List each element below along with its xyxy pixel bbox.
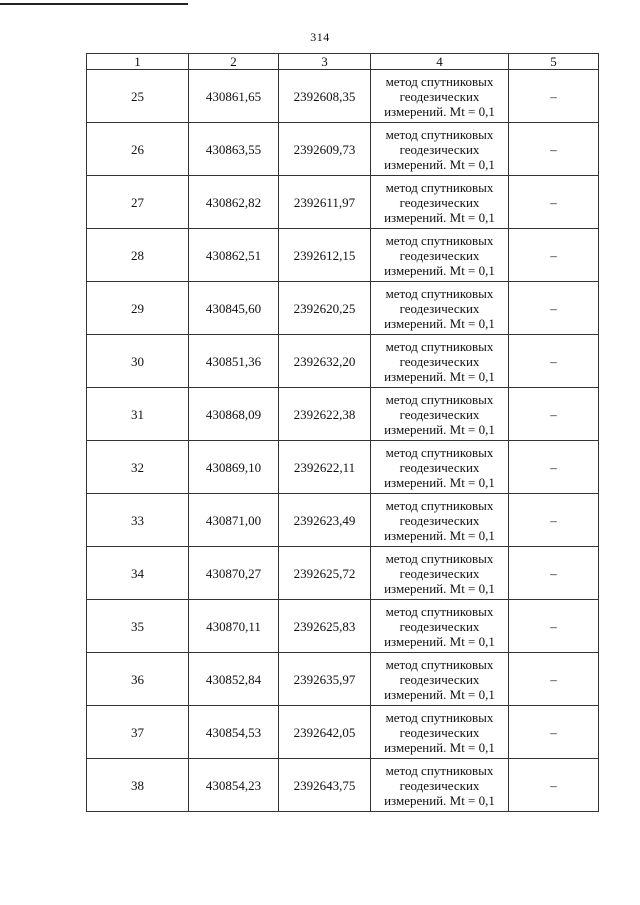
- page-number: 314: [310, 30, 330, 44]
- method-line: метод спутниковых: [385, 550, 494, 566]
- header-cell-1: 1: [87, 54, 189, 70]
- method-cell: [371, 388, 509, 441]
- method-line: геодезических: [399, 247, 480, 263]
- table-row: [87, 70, 599, 123]
- method-line: измерений. Mt = 0,1: [384, 527, 495, 543]
- table-row: [87, 547, 599, 600]
- table-row: [87, 176, 599, 229]
- method-line: метод спутниковых: [385, 391, 494, 407]
- method-cell: [371, 653, 509, 706]
- x-coordinate-cell: 430851,36: [189, 335, 279, 388]
- method-line: измерений. Mt = 0,1: [384, 633, 495, 649]
- note-cell: –: [509, 388, 599, 441]
- x-coordinate-cell: 430870,11: [189, 600, 279, 653]
- note-cell: –: [509, 600, 599, 653]
- table-body: [87, 70, 599, 812]
- y-coordinate-cell: 2392635,97: [279, 653, 371, 706]
- method-line: измерений. Mt = 0,1: [384, 209, 495, 225]
- table-row: [87, 653, 599, 706]
- table-row: [87, 441, 599, 494]
- method-cell: [371, 176, 509, 229]
- point-number-cell: 37: [87, 706, 189, 759]
- note-cell: –: [509, 494, 599, 547]
- x-coordinate-cell: 430845,60: [189, 282, 279, 335]
- method-line: метод спутниковых: [385, 285, 494, 301]
- header-cell-2: 2: [189, 54, 279, 70]
- x-coordinate-cell: 430862,51: [189, 229, 279, 282]
- y-coordinate-cell: 2392622,38: [279, 388, 371, 441]
- method-line: измерений. Mt = 0,1: [384, 368, 495, 384]
- method-line: метод спутниковых: [385, 762, 494, 778]
- method-line: геодезических: [399, 88, 480, 104]
- x-coordinate-cell: 430862,82: [189, 176, 279, 229]
- method-line: измерений. Mt = 0,1: [384, 792, 495, 808]
- point-number-cell: 34: [87, 547, 189, 600]
- x-coordinate-cell: 430868,09: [189, 388, 279, 441]
- method-line: геодезических: [399, 459, 480, 475]
- point-number-cell: 31: [87, 388, 189, 441]
- method-cell: [371, 494, 509, 547]
- point-number-cell: 36: [87, 653, 189, 706]
- method-line: геодезических: [399, 724, 480, 740]
- table-row: [87, 494, 599, 547]
- table-row: [87, 282, 599, 335]
- method-line: геодезических: [399, 300, 480, 316]
- note-cell: –: [509, 123, 599, 176]
- note-cell: –: [509, 70, 599, 123]
- y-coordinate-cell: 2392632,20: [279, 335, 371, 388]
- method-line: метод спутниковых: [385, 338, 494, 354]
- coordinates-table: [86, 53, 599, 812]
- point-number-cell: 33: [87, 494, 189, 547]
- x-coordinate-cell: 430854,23: [189, 759, 279, 812]
- table-row: [87, 600, 599, 653]
- note-cell: –: [509, 176, 599, 229]
- method-line: геодезических: [399, 671, 480, 687]
- note-cell: –: [509, 547, 599, 600]
- point-number-cell: 30: [87, 335, 189, 388]
- point-number-cell: 28: [87, 229, 189, 282]
- y-coordinate-cell: 2392611,97: [279, 176, 371, 229]
- note-cell: –: [509, 441, 599, 494]
- header-cell-5: 5: [509, 54, 599, 70]
- method-line: геодезических: [399, 406, 480, 422]
- method-line: метод спутниковых: [385, 126, 494, 142]
- x-coordinate-cell: 430852,84: [189, 653, 279, 706]
- method-cell: [371, 600, 509, 653]
- note-cell: –: [509, 759, 599, 812]
- method-line: метод спутниковых: [385, 73, 494, 89]
- y-coordinate-cell: 2392642,05: [279, 706, 371, 759]
- point-number-cell: 38: [87, 759, 189, 812]
- method-line: геодезических: [399, 141, 480, 157]
- point-number-cell: 26: [87, 123, 189, 176]
- method-line: измерений. Mt = 0,1: [384, 315, 495, 331]
- method-cell: [371, 282, 509, 335]
- point-number-cell: 25: [87, 70, 189, 123]
- x-coordinate-cell: 430871,00: [189, 494, 279, 547]
- method-line: измерений. Mt = 0,1: [384, 686, 495, 702]
- note-cell: –: [509, 706, 599, 759]
- method-cell: [371, 123, 509, 176]
- method-line: геодезических: [399, 777, 480, 793]
- note-cell: –: [509, 229, 599, 282]
- y-coordinate-cell: 2392623,49: [279, 494, 371, 547]
- method-line: измерений. Mt = 0,1: [384, 262, 495, 278]
- point-number-cell: 32: [87, 441, 189, 494]
- y-coordinate-cell: 2392625,72: [279, 547, 371, 600]
- method-line: геодезических: [399, 618, 480, 634]
- method-cell: [371, 706, 509, 759]
- top-rule: [0, 3, 188, 5]
- method-line: измерений. Mt = 0,1: [384, 156, 495, 172]
- point-number-cell: 29: [87, 282, 189, 335]
- method-cell: [371, 547, 509, 600]
- method-line: измерений. Mt = 0,1: [384, 421, 495, 437]
- header-cell-4: 4: [371, 54, 509, 70]
- note-cell: –: [509, 282, 599, 335]
- x-coordinate-cell: 430870,27: [189, 547, 279, 600]
- table-row: [87, 388, 599, 441]
- y-coordinate-cell: 2392622,11: [279, 441, 371, 494]
- point-number-cell: 27: [87, 176, 189, 229]
- method-cell: [371, 759, 509, 812]
- method-line: измерений. Mt = 0,1: [384, 474, 495, 490]
- method-line: геодезических: [399, 512, 480, 528]
- table-row: [87, 229, 599, 282]
- method-line: метод спутниковых: [385, 656, 494, 672]
- method-line: измерений. Mt = 0,1: [384, 580, 495, 596]
- method-line: геодезических: [399, 353, 480, 369]
- y-coordinate-cell: 2392609,73: [279, 123, 371, 176]
- method-line: геодезических: [399, 194, 480, 210]
- note-cell: –: [509, 335, 599, 388]
- method-cell: [371, 229, 509, 282]
- x-coordinate-cell: 430869,10: [189, 441, 279, 494]
- method-line: метод спутниковых: [385, 603, 494, 619]
- point-number-cell: 35: [87, 600, 189, 653]
- method-line: измерений. Mt = 0,1: [384, 739, 495, 755]
- x-coordinate-cell: 430854,53: [189, 706, 279, 759]
- table-row: [87, 759, 599, 812]
- method-line: метод спутниковых: [385, 709, 494, 725]
- method-line: измерений. Mt = 0,1: [384, 103, 495, 119]
- method-line: метод спутниковых: [385, 179, 494, 195]
- note-cell: –: [509, 653, 599, 706]
- method-line: метод спутниковых: [385, 232, 494, 248]
- method-cell: [371, 335, 509, 388]
- method-line: метод спутниковых: [385, 444, 494, 460]
- x-coordinate-cell: 430861,65: [189, 70, 279, 123]
- table-row: [87, 706, 599, 759]
- y-coordinate-cell: 2392625,83: [279, 600, 371, 653]
- table-row: [87, 123, 599, 176]
- y-coordinate-cell: 2392608,35: [279, 70, 371, 123]
- table-header-row: [87, 54, 599, 70]
- method-cell: [371, 441, 509, 494]
- y-coordinate-cell: 2392612,15: [279, 229, 371, 282]
- y-coordinate-cell: 2392620,25: [279, 282, 371, 335]
- method-line: геодезических: [399, 565, 480, 581]
- method-line: метод спутниковых: [385, 497, 494, 513]
- x-coordinate-cell: 430863,55: [189, 123, 279, 176]
- table-row: [87, 335, 599, 388]
- header-cell-3: 3: [279, 54, 371, 70]
- y-coordinate-cell: 2392643,75: [279, 759, 371, 812]
- method-cell: [371, 70, 509, 123]
